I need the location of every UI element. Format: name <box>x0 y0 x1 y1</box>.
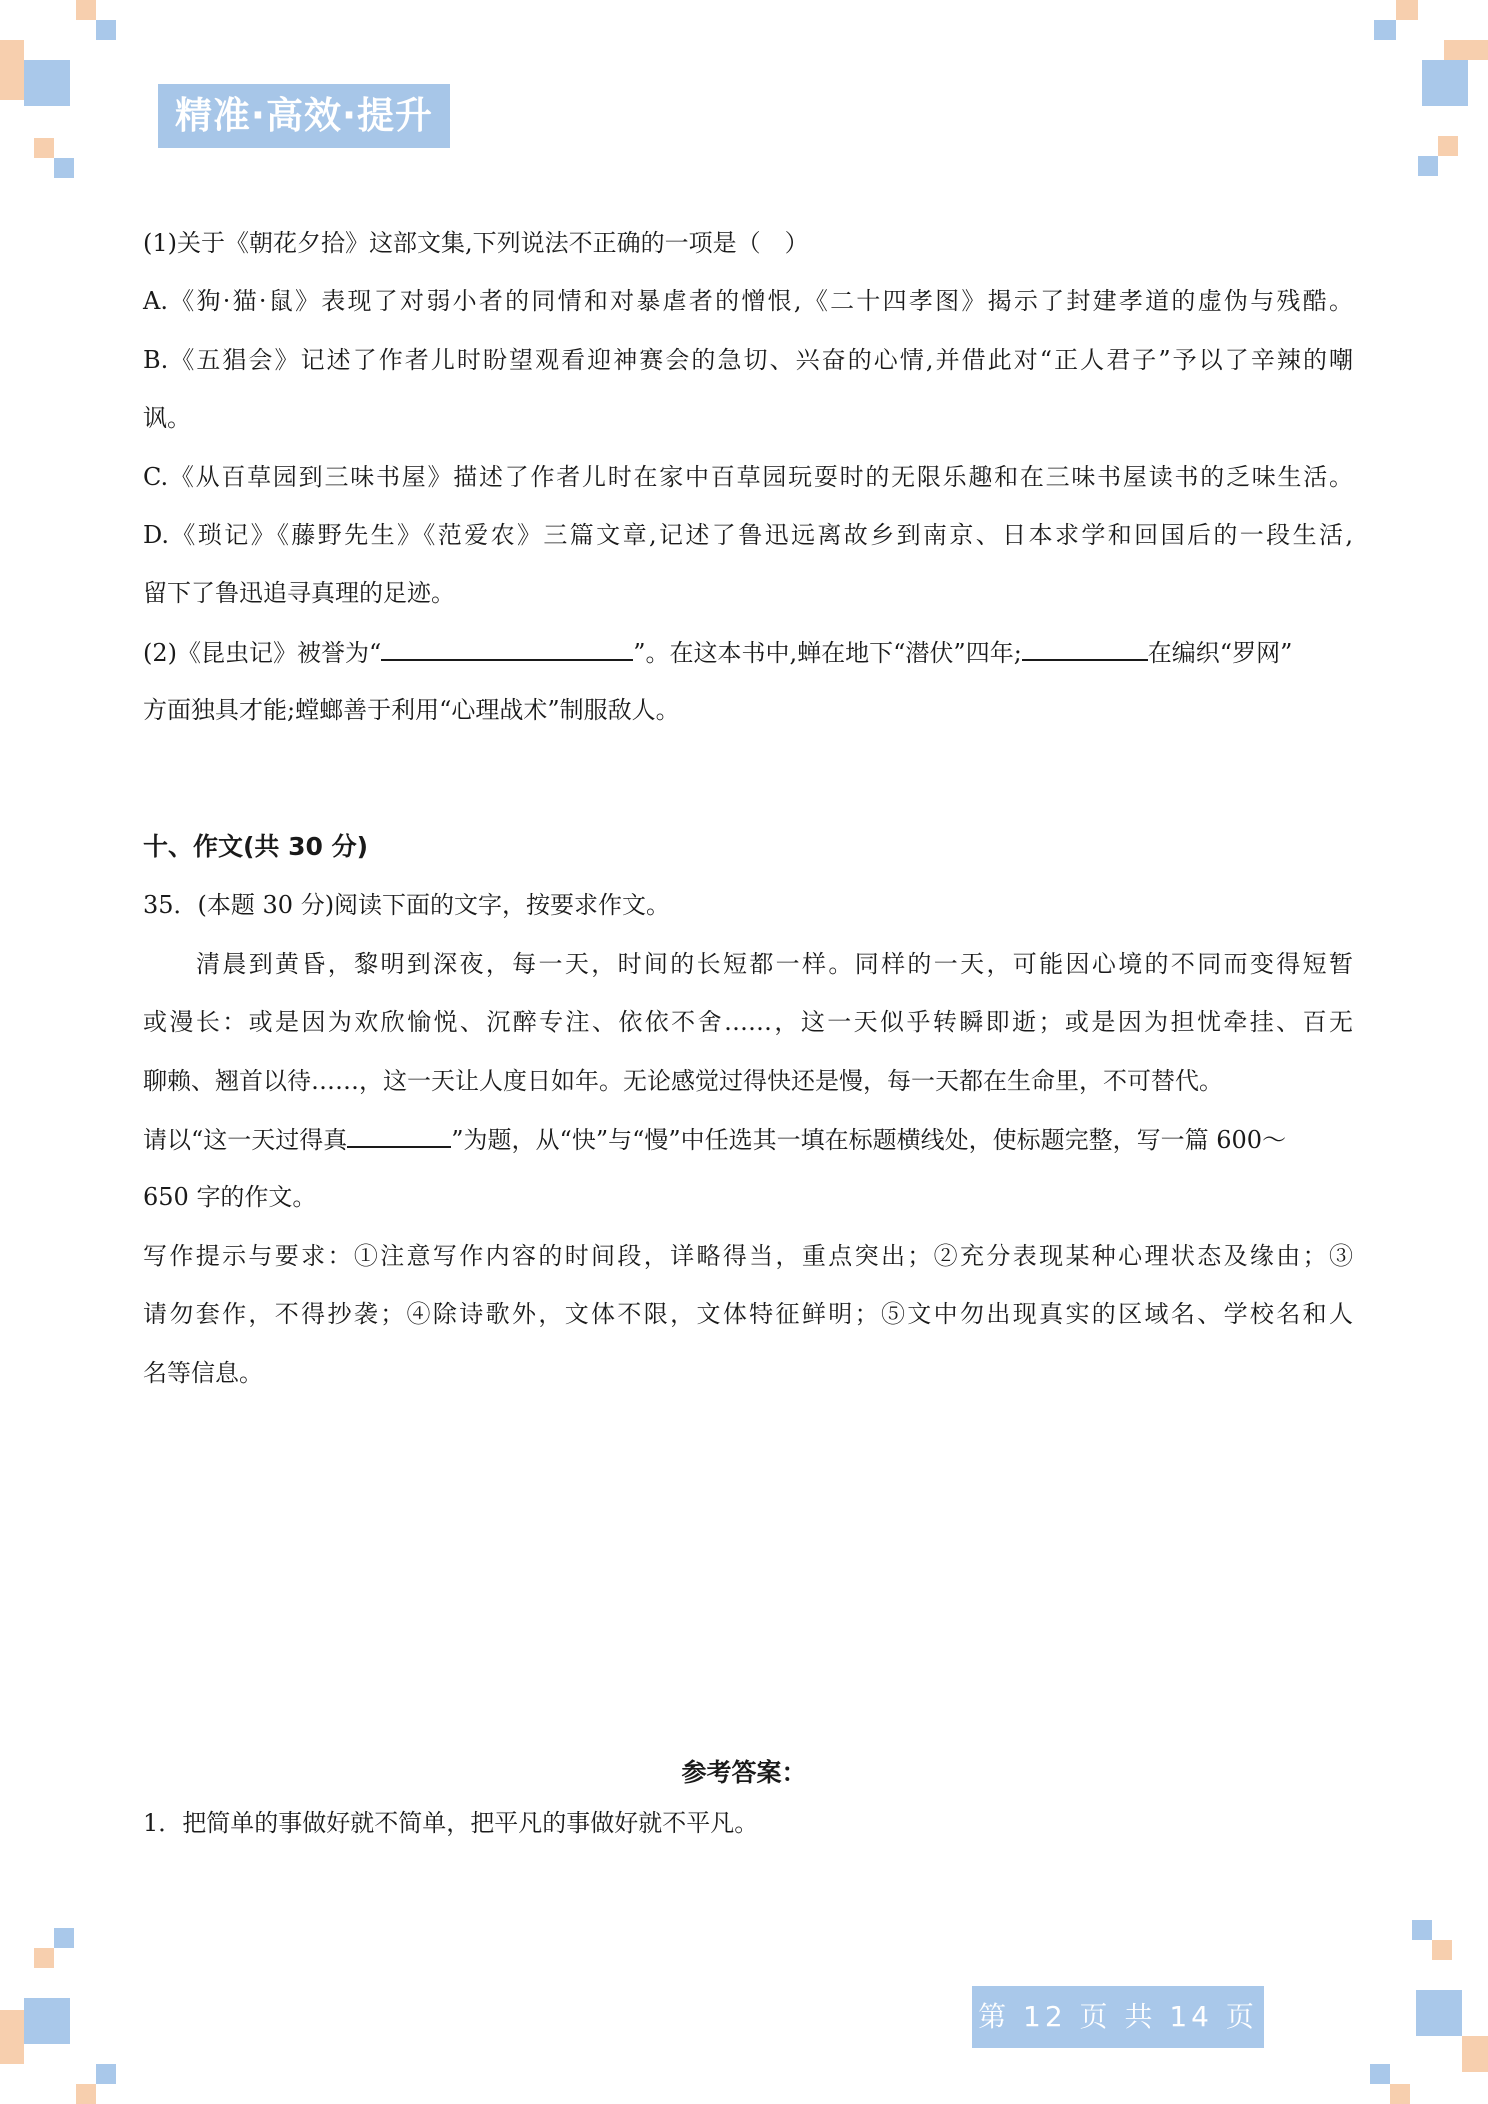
section-title-composition: 十、作文(共 30 分) <box>143 832 369 861</box>
prompt-line1: 清晨到黄昏，黎明到深夜，每一天，时间的长短都一样。同样的一天，可能因心境的不同而变得短暂 <box>196 950 1353 978</box>
q34-part2-line1 <box>143 637 1292 668</box>
q34-part2-line2: 方面独具才能;螳螂善于利用“心理战术”制服敌人。 <box>143 696 680 724</box>
q34-part1-stem: (1)关于《朝花夕拾》这部文集,下列说法不正确的一项是（ ） <box>143 229 809 257</box>
q34-option-a: A.《狗·猫·鼠》表现了对弱小者的同情和对暴虐者的憎恨,《二十四孝图》揭示了封建孝道的虚伪与残酷。 <box>143 287 1353 315</box>
fill-blank-2 <box>1022 637 1148 661</box>
q34-part2-seg1: (2)《昆虫记》被誉为“ <box>143 639 382 667</box>
header-banner: 精准·高效·提升 <box>158 84 450 148</box>
task-line1 <box>143 1124 1286 1155</box>
fill-blank-1 <box>381 637 633 661</box>
q34-option-d-line1: D.《琐记》《藤野先生》《范爱农》三篇文章,记述了鲁迅远离故乡到南京、日本求学和回国后的一段生活, <box>143 521 1353 549</box>
prompt-line2: 或漫长：或是因为欢欣愉悦、沉醉专注、依依不舍……，这一天似乎转瞬即逝；或是因为担忧牵挂、百无 <box>143 1008 1353 1036</box>
answer-1: 1．把简单的事做好就不简单，把平凡的事做好就不平凡。 <box>143 1809 759 1837</box>
q34-option-d-line2: 留下了鲁迅追寻真理的足迹。 <box>143 579 455 607</box>
requirements-line2: 请勿套作，不得抄袭；④除诗歌外，文体不限，文体特征鲜明；⑤文中勿出现真实的区域名、学校名和人 <box>143 1300 1353 1328</box>
requirements-line1: 写作提示与要求：①注意写作内容的时间段，详略得当，重点突出；②充分表现某种心理状态及缘由；③ <box>143 1242 1353 1270</box>
q34-option-b-line2: 讽。 <box>143 404 191 432</box>
page-number-badge: 第 12 页 共 14 页 <box>972 1986 1264 2048</box>
q34-part2-seg2: ”。在这本书中,蝉在地下“潜伏”四年; <box>633 639 1022 667</box>
q34-option-c: C.《从百草园到三味书屋》描述了作者儿时在家中百草园玩耍时的无限乐趣和在三味书屋读书的乏味生活。 <box>143 463 1353 491</box>
task-seg1: 请以“这一天过得真 <box>143 1126 348 1154</box>
answers-title: 参考答案： <box>681 1758 807 1787</box>
q35-stem: 35．(本题 30 分)阅读下面的文字，按要求作文。 <box>143 891 671 919</box>
q34-option-b-line1: B.《五猖会》记述了作者儿时盼望观看迎神赛会的急切、兴奋的心情,并借此对“正人君子”予以了辛辣的嘲 <box>143 346 1353 374</box>
prompt-line3: 聊赖、翘首以待……，这一天让人度日如年。无论感觉过得快还是慢，每一天都在生命里，不可替代。 <box>143 1067 1223 1095</box>
task-line2: 650 字的作文。 <box>143 1183 317 1211</box>
requirements-line3: 名等信息。 <box>143 1359 263 1387</box>
title-blank <box>347 1124 451 1148</box>
task-seg2: ”为题，从“快”与“慢”中任选其一填在标题横线处，使标题完整，写一篇 600～ <box>451 1126 1287 1154</box>
q34-part2-seg3: 在编织“罗网” <box>1147 639 1293 667</box>
